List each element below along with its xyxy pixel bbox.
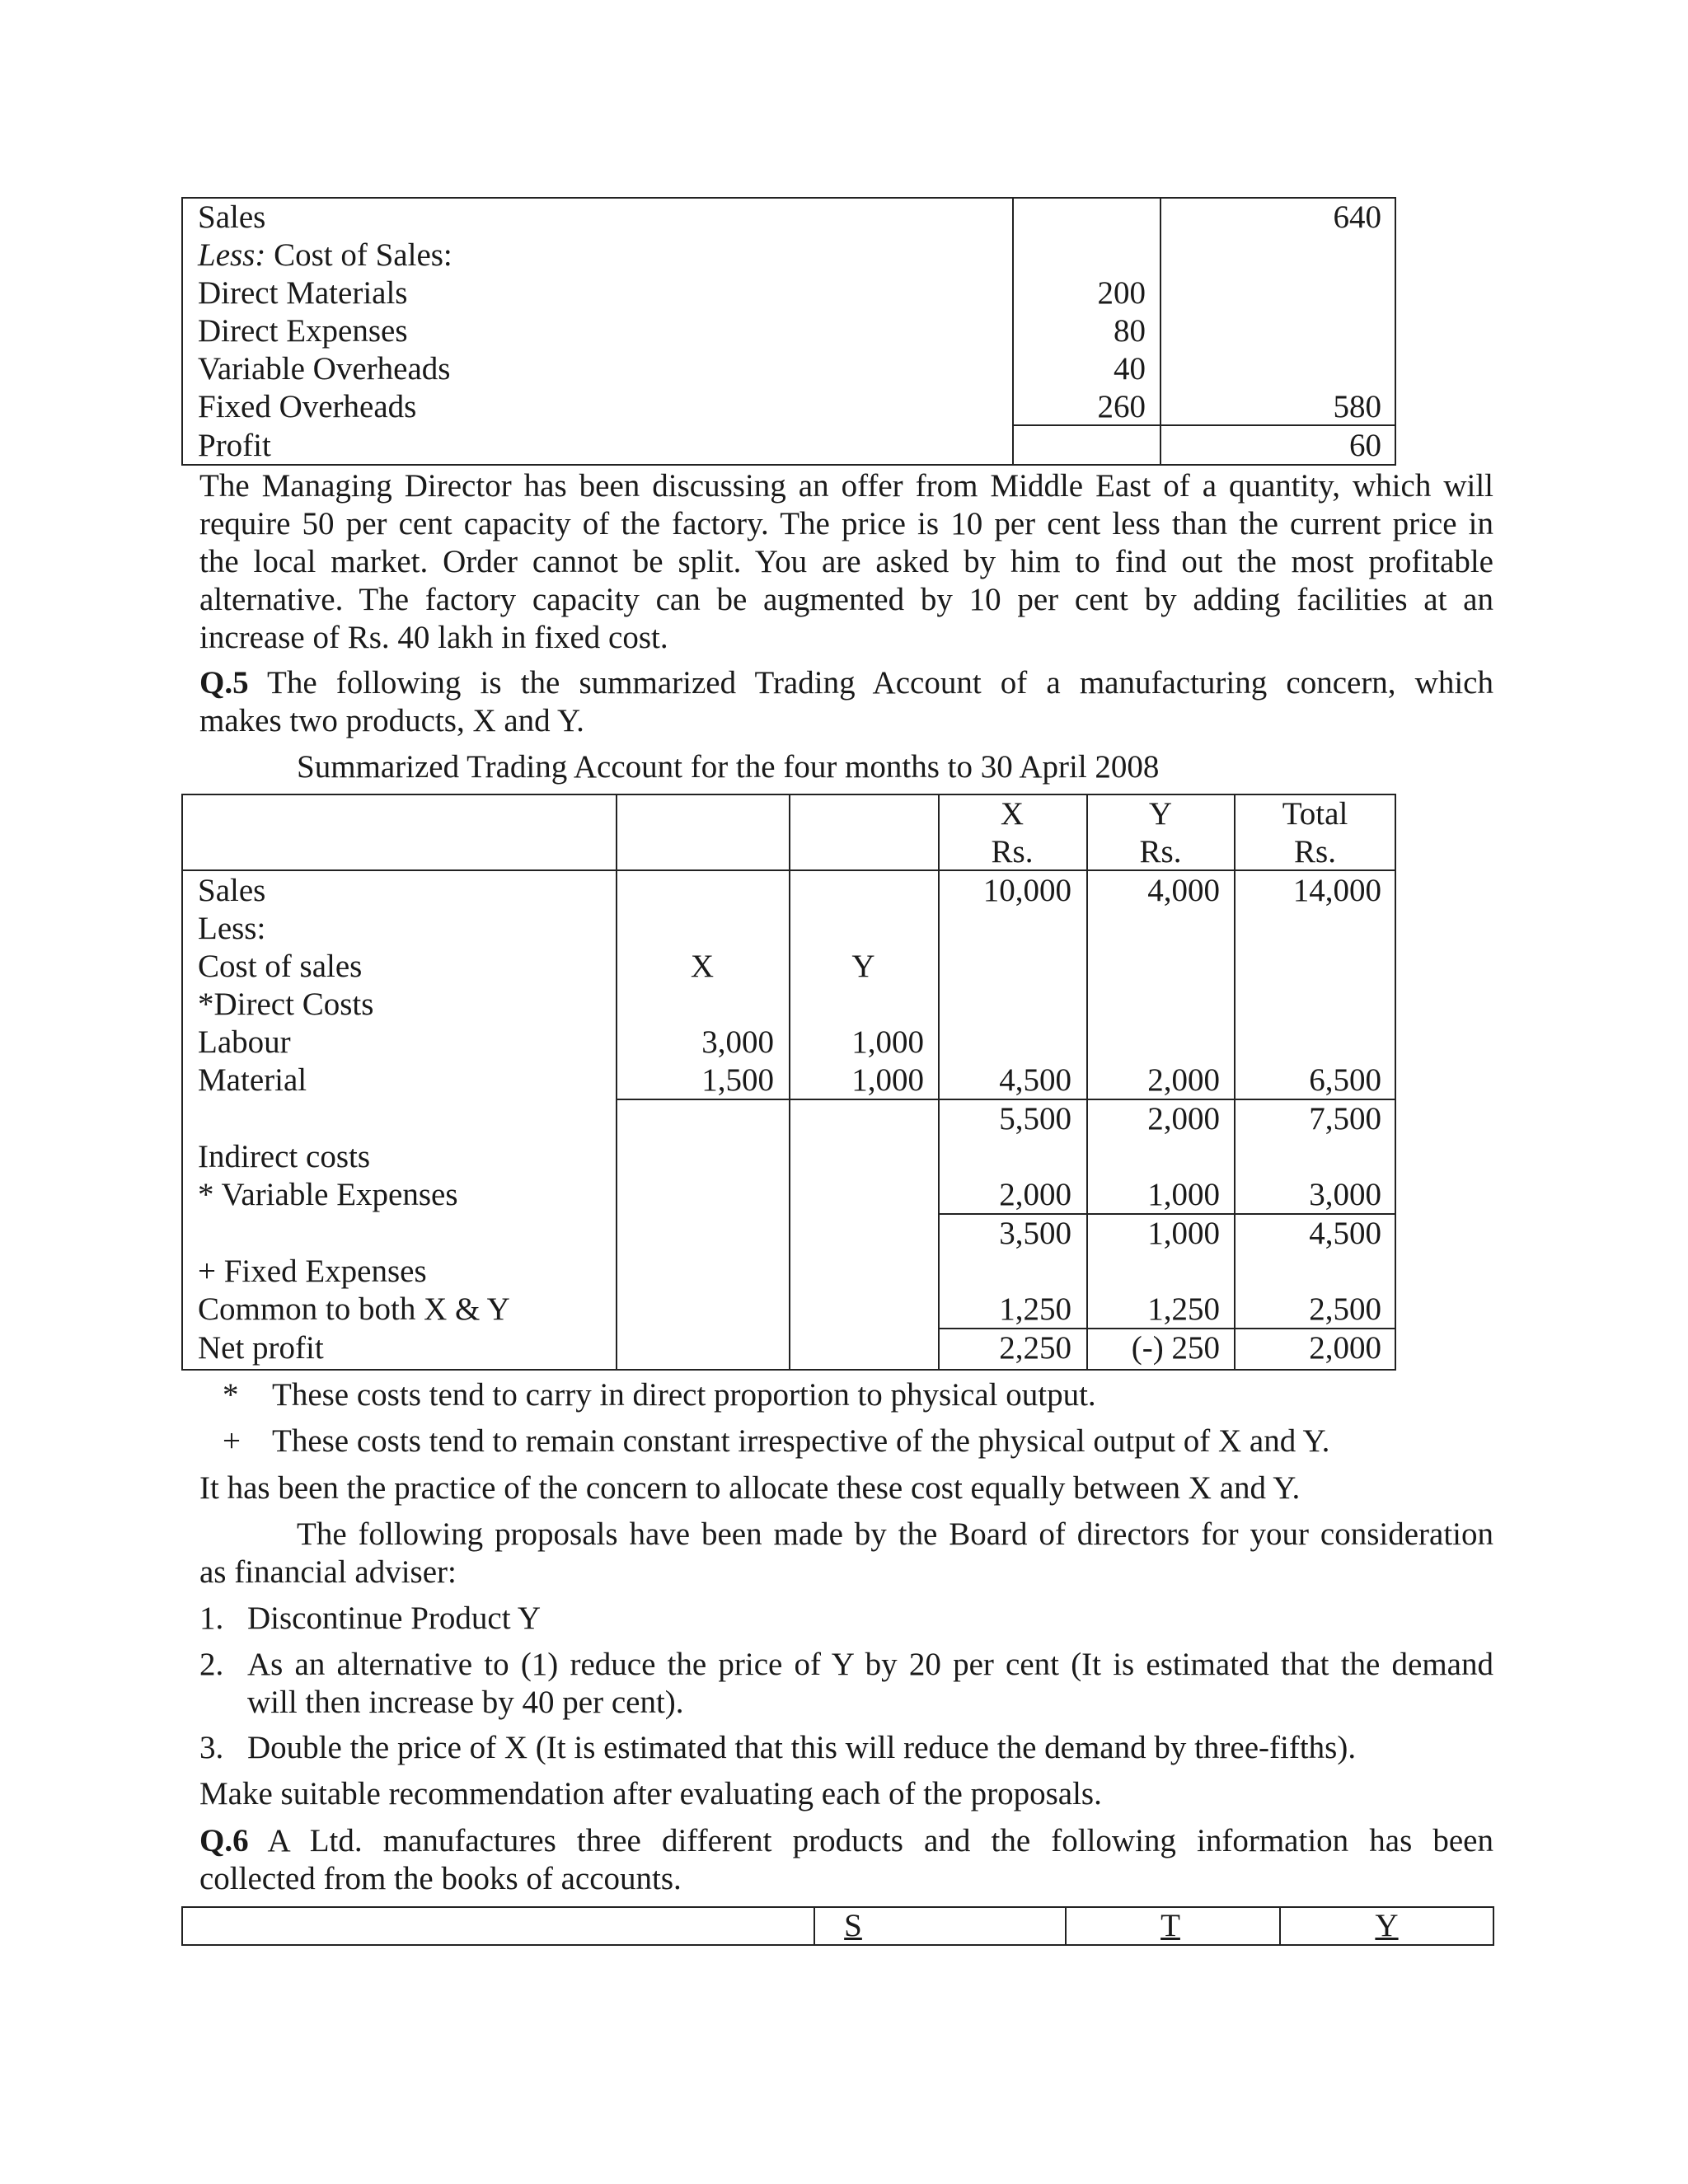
row-label: Sales: [198, 873, 266, 908]
footnote-text: These costs tend to carry in direct proportion to physical output.: [272, 1377, 1096, 1413]
row-label: *Direct Costs: [198, 987, 374, 1022]
total-value: 2,500: [1309, 1291, 1381, 1327]
footnote-symbol: *: [223, 1377, 239, 1413]
x-value: 1,250: [999, 1291, 1071, 1327]
table1-value: 200: [1097, 275, 1146, 311]
proposals-intro: [199, 1516, 1493, 1591]
row-label: Material: [198, 1062, 307, 1098]
row-label: * Variable Expenses: [198, 1177, 458, 1212]
text-line: as financial adviser:: [199, 1554, 457, 1590]
question-number: Q.6: [199, 1823, 249, 1858]
text-line: increase of Rs. 40 lakh in fixed cost.: [199, 620, 668, 655]
proposal-number: 3.: [199, 1730, 224, 1765]
y-value: (-) 250: [1131, 1330, 1220, 1366]
total-value: 7,500: [1309, 1101, 1381, 1137]
sub-value-x: 3,000: [701, 1024, 774, 1060]
row-label: + Fixed Expenses: [198, 1254, 427, 1289]
table1-label: Direct Expenses: [198, 313, 408, 349]
col-header-unit: Rs.: [1139, 834, 1182, 869]
row-label: Indirect costs: [198, 1139, 371, 1174]
question-number: Q.5: [199, 665, 249, 701]
text-line: require 50 per cent capacity of the factory. The price is 10 per cent less than the current price in: [199, 506, 1493, 541]
x-value: 2,250: [999, 1330, 1071, 1366]
col-header-unit: Rs.: [991, 834, 1034, 869]
footnote-symbol: +: [223, 1423, 241, 1459]
proposal-number: 2.: [199, 1647, 224, 1682]
col-header-t: T: [1160, 1908, 1180, 1943]
total-value: 3,000: [1309, 1177, 1381, 1212]
table1-label: Direct Materials: [198, 275, 408, 311]
x-value: 2,000: [999, 1177, 1071, 1212]
question-6: [199, 1822, 1493, 1898]
allocation-text: It has been the practice of the concern to allocate these cost equally between X and Y.: [199, 1470, 1301, 1506]
recommendation-text: Make suitable recommendation after evaluating each of the proposals.: [199, 1776, 1102, 1811]
table1-total: 60: [1349, 428, 1381, 463]
x-value: 3,500: [999, 1216, 1071, 1251]
x-value: 10,000: [982, 873, 1071, 908]
y-value: 2,000: [1147, 1101, 1220, 1137]
row-label: Net profit: [198, 1330, 324, 1366]
sub-value-y: 1,000: [851, 1024, 924, 1060]
proposal-text: Double the price of X (It is estimated that this will reduce the demand by three-fifths).: [247, 1730, 1357, 1765]
table1-label: Sales: [198, 199, 266, 235]
col-header-s: S: [844, 1908, 862, 1943]
footnote-text: These costs tend to remain constant irrespective of the physical output of X and Y.: [272, 1423, 1330, 1459]
y-value: 1,000: [1147, 1216, 1220, 1251]
text-line: makes two products, X and Y.: [199, 703, 584, 738]
total-value: 2,000: [1309, 1330, 1381, 1366]
text-line: alternative. The factory capacity can be augmented by 10 per cent by adding facilities at an: [199, 582, 1493, 617]
row-label: Labour: [198, 1024, 291, 1060]
total-value: 14,000: [1292, 873, 1381, 908]
sub-value-x: 1,500: [701, 1062, 774, 1098]
row-label: Common to both X & Y: [198, 1291, 510, 1327]
text-line: The following proposals have been made by the Board of directors for your consideration: [297, 1516, 1493, 1552]
table1-label: Fixed Overheads: [198, 389, 417, 424]
table1-label: Profit: [198, 428, 271, 463]
proposal-number: 1.: [199, 1601, 224, 1636]
text-line: As an alternative to (1) reduce the price of Y by 20 per cent (It is estimated that the demand: [247, 1647, 1493, 1682]
col-header-x: X: [1000, 796, 1025, 832]
text-line: collected from the books of accounts.: [199, 1861, 682, 1896]
proposal-text: Discontinue Product Y: [247, 1601, 542, 1636]
row-label: Cost of sales: [198, 949, 363, 984]
y-value: 4,000: [1147, 873, 1220, 908]
table1-value: 40: [1114, 351, 1146, 387]
x-value: 5,500: [999, 1101, 1071, 1137]
sub-header-x: X: [690, 949, 715, 984]
proposal-text: [247, 1646, 1493, 1722]
col-header-y: Y: [1148, 796, 1173, 832]
sub-header-y: Y: [851, 949, 875, 984]
row-label: Less:: [198, 911, 266, 946]
col-header-unit: Rs.: [1294, 834, 1336, 869]
table1-total: 640: [1333, 199, 1381, 235]
total-value: 6,500: [1309, 1062, 1381, 1098]
col-header-y: Y: [1375, 1908, 1399, 1943]
table2-title: Summarized Trading Account for the four months to 30 April 2008: [297, 749, 1160, 785]
y-value: 1,250: [1147, 1291, 1220, 1327]
y-value: 2,000: [1147, 1062, 1220, 1098]
x-value: 4,500: [999, 1062, 1071, 1098]
text-line: The Managing Director has been discussing an offer from Middle East of a quantity, which will: [199, 468, 1493, 504]
table1-value: 260: [1097, 389, 1146, 424]
col-header-total: Total: [1282, 796, 1348, 832]
text-line: Q.6 A Ltd. manufactures three different products and the following information has been: [199, 1823, 1493, 1858]
question-5: [199, 664, 1493, 740]
total-value: 4,500: [1309, 1216, 1381, 1251]
y-value: 1,000: [1147, 1177, 1220, 1212]
text-line: the local market. Order cannot be split. You are asked by him to find out the most profitable: [199, 544, 1493, 579]
text-line: will then increase by 40 per cent).: [247, 1685, 684, 1720]
table1-label: Less: Cost of Sales:: [198, 237, 452, 273]
table1-value: 80: [1114, 313, 1146, 349]
table1-total: 580: [1333, 389, 1381, 424]
sub-value-y: 1,000: [851, 1062, 924, 1098]
text-line: Q.5 The following is the summarized Trading Account of a manufacturing concern, which: [199, 665, 1493, 701]
table1-label: Variable Overheads: [198, 351, 451, 387]
managing-director-paragraph: [199, 467, 1493, 657]
